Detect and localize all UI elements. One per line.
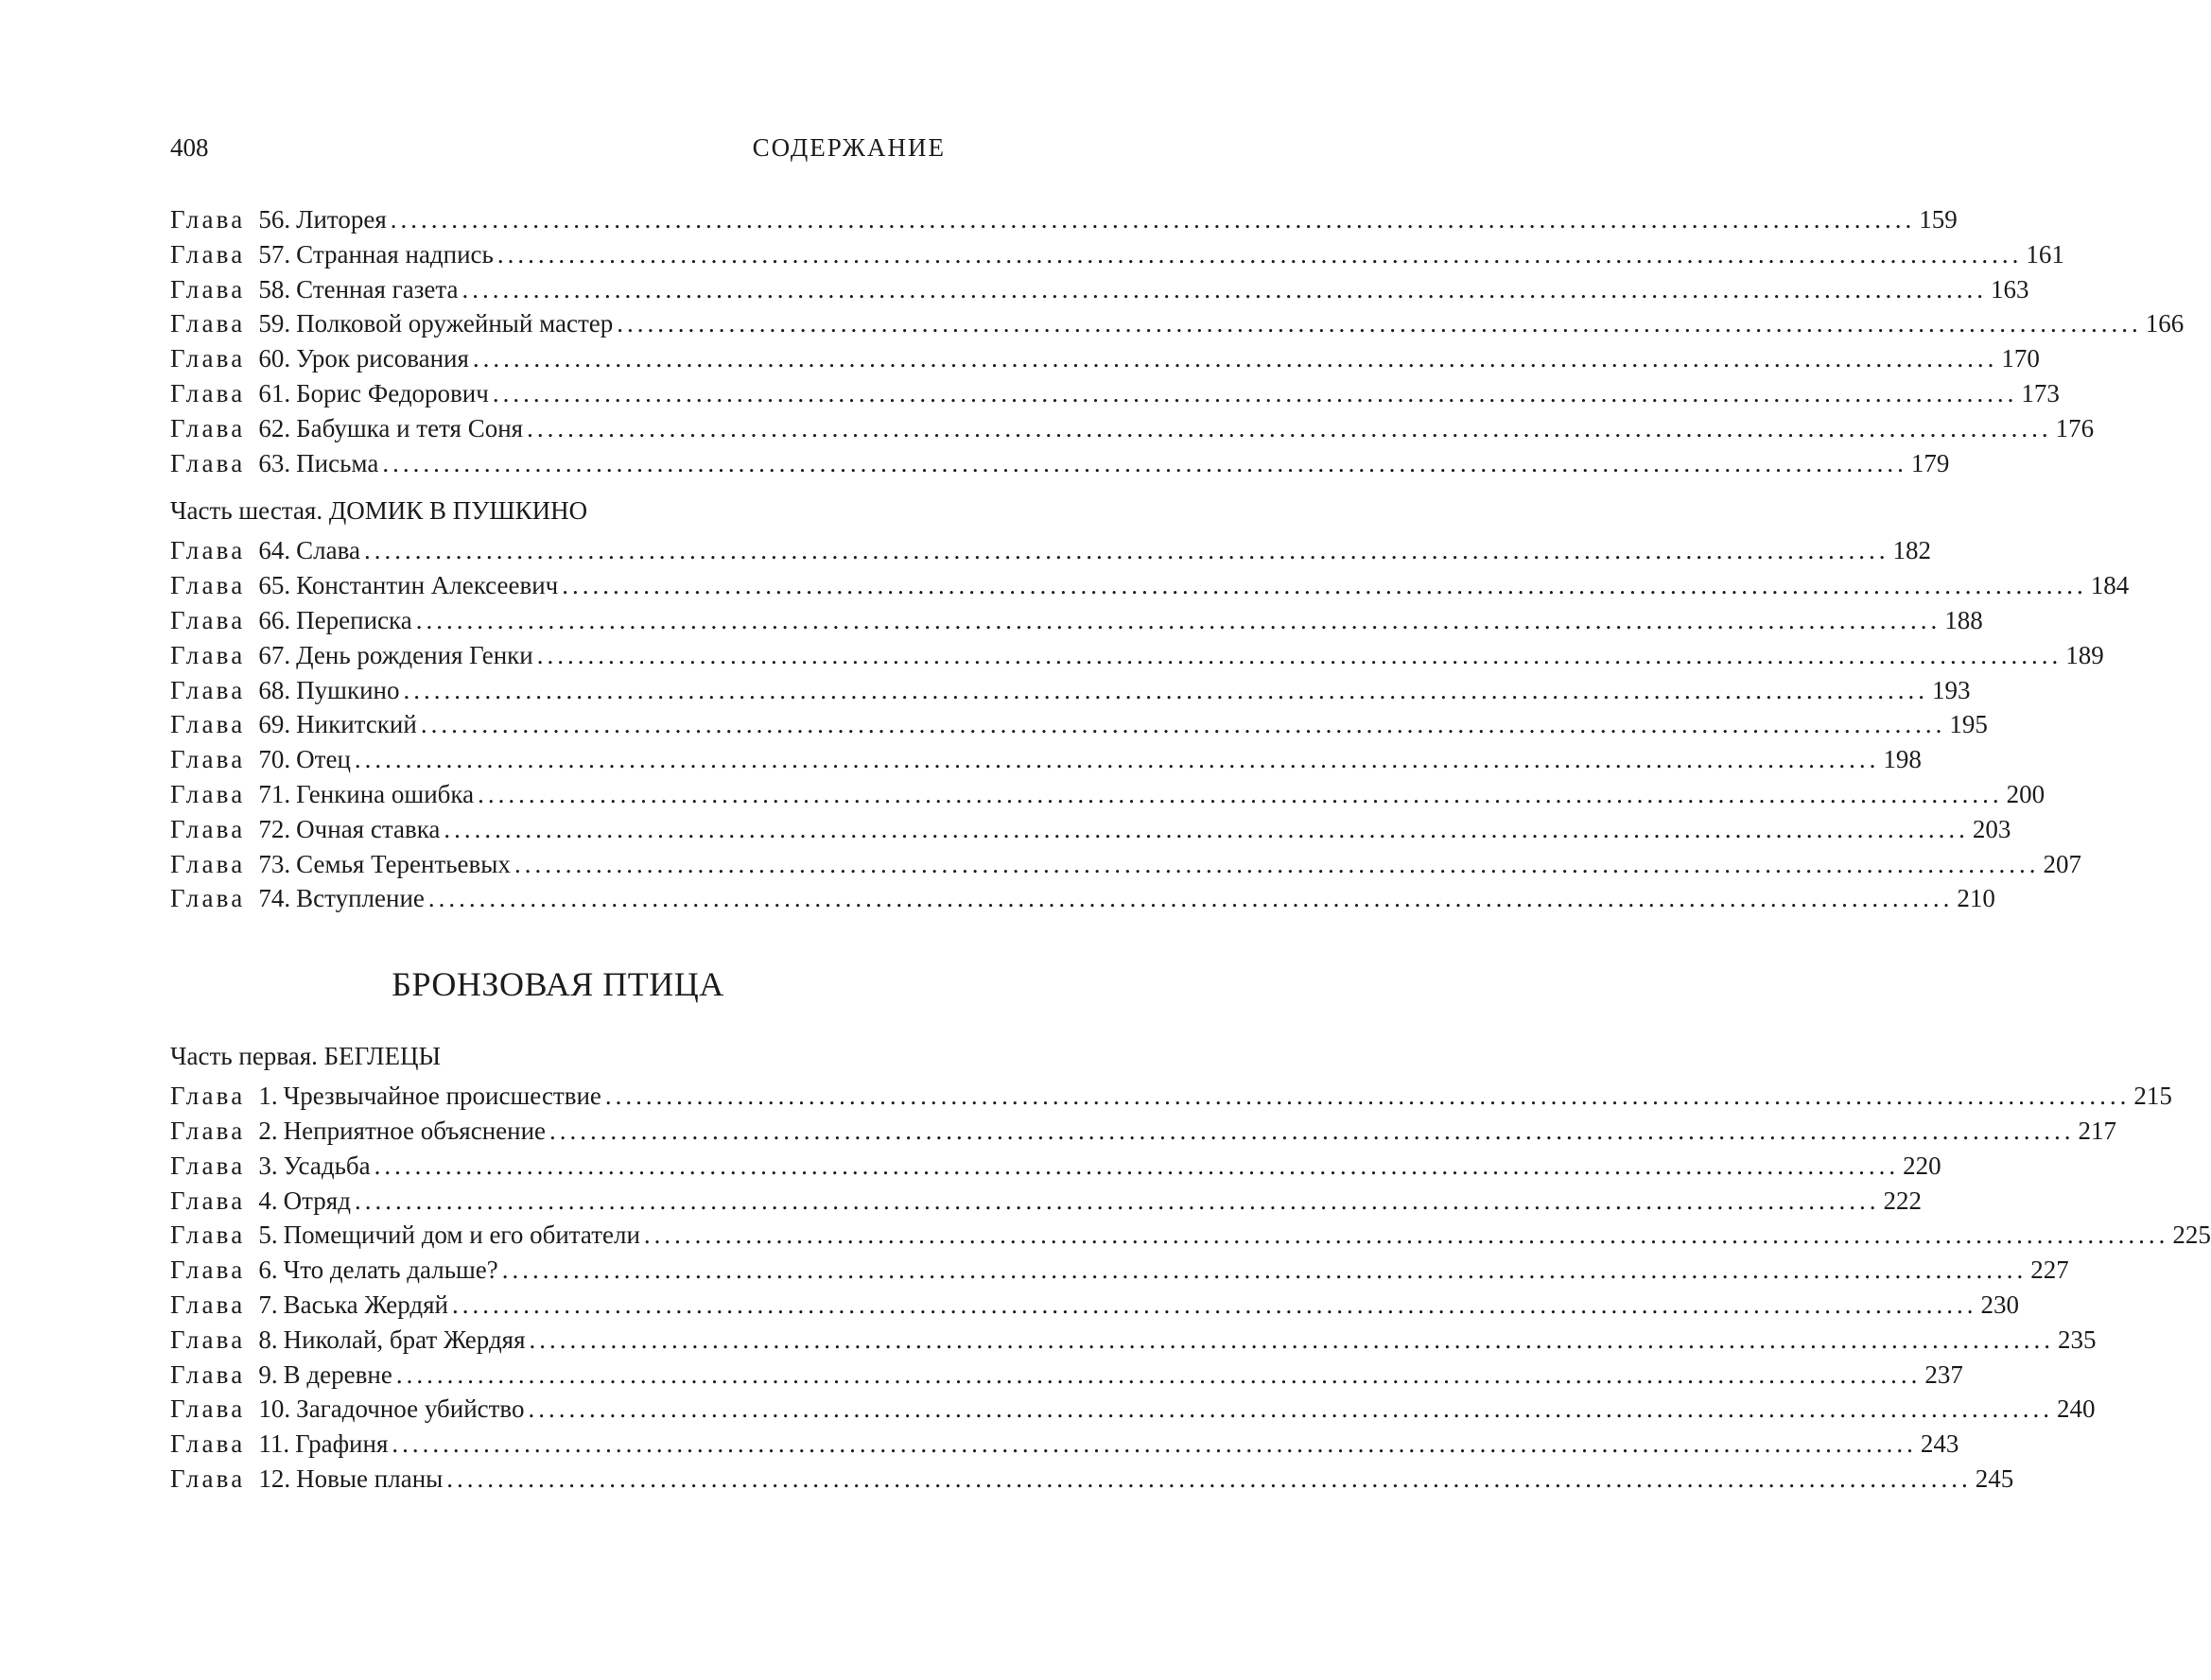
chapter-title: Литорея (296, 205, 387, 234)
toc-entry[interactable] (170, 1253, 2069, 1288)
chapter-label: Глава (170, 814, 246, 843)
dot-leader: ...................................................................................................................................................... (392, 1429, 1917, 1459)
chapter-title: Новые планы (296, 1464, 444, 1493)
chapter-number: 9. (258, 1360, 278, 1389)
chapter-number: 1. (258, 1082, 278, 1111)
page-ref: 203 (1972, 814, 2011, 843)
chapter-number: 74. (258, 884, 291, 913)
chapter-number: 59. (258, 309, 291, 338)
dot-leader: ...................................................................................................................................................... (529, 1325, 2055, 1354)
dot-leader: ...................................................................................................................................................... (415, 605, 1941, 634)
chapter-label: Глава (170, 710, 246, 739)
chapter-title: Пушкино (296, 675, 400, 704)
chapter-label: Глава (170, 205, 246, 234)
toc-entry[interactable] (170, 1358, 1963, 1393)
running-header (170, 130, 946, 165)
chapter-number: 63. (258, 448, 291, 477)
chapter-title: Графиня (295, 1429, 389, 1459)
chapter-label: Глава (170, 1325, 246, 1354)
page-ref: 217 (2078, 1116, 2117, 1145)
page-ref: 225 (2172, 1221, 2211, 1250)
page-ref: 243 (1920, 1429, 1959, 1459)
chapter-number: 11. (258, 1429, 290, 1459)
dot-leader: ...................................................................................................................................................... (395, 1360, 1922, 1389)
chapter-label: Глава (170, 448, 246, 477)
page-ref: 166 (2145, 309, 2185, 338)
chapter-title: Неприятное объяснение (283, 1116, 547, 1145)
toc-entry[interactable] (170, 742, 1922, 777)
chapter-title: Полковой оружейный мастер (296, 309, 614, 338)
toc-entry[interactable] (170, 1149, 1941, 1184)
dot-leader: ...................................................................................................................................................... (354, 1186, 1880, 1215)
toc-entry[interactable] (170, 306, 2185, 341)
chapter-label: Глава (170, 1290, 246, 1319)
chapter-label: Глава (170, 779, 246, 808)
chapter-number: 57. (258, 239, 291, 268)
dot-leader: ...................................................................................................................................................... (527, 413, 2052, 442)
page-ref: 161 (2026, 239, 2064, 268)
page-ref: 170 (2001, 344, 2040, 373)
chapter-title: В деревне (283, 1360, 392, 1389)
part-heading: Часть первая. БЕГЛЕЦЫ (170, 1042, 442, 1071)
chapter-label: Глава (170, 640, 246, 669)
chapter-label: Глава (170, 605, 246, 634)
chapter-title: Никитский (296, 710, 417, 739)
dot-leader: ...................................................................................................................................................... (403, 675, 1928, 704)
page-ref: 237 (1924, 1360, 1963, 1389)
chapter-title: Урок рисования (296, 344, 469, 373)
page-ref: 188 (1944, 605, 1983, 634)
toc-entry[interactable] (170, 376, 2060, 411)
toc-entry[interactable] (170, 707, 1988, 742)
toc-section-part-one (170, 1079, 2211, 1497)
toc-entry[interactable] (170, 1392, 2096, 1427)
chapter-label: Глава (170, 675, 246, 704)
chapter-title: Усадьба (283, 1151, 371, 1180)
dot-leader: ...................................................................................................................................................... (617, 309, 2142, 338)
chapter-title: Помещичий дом и его обитатели (283, 1221, 640, 1250)
chapter-number: 2. (258, 1116, 278, 1145)
chapter-title: Очная ставка (296, 814, 441, 843)
page-ref: 173 (2021, 378, 2060, 407)
dot-leader: ...................................................................................................................................................... (472, 344, 1998, 373)
chapter-label: Глава (170, 1464, 246, 1493)
toc-entry[interactable] (170, 603, 1983, 638)
toc-entry[interactable] (170, 272, 2029, 307)
chapter-number: 66. (258, 605, 291, 634)
dot-leader: ...................................................................................................................................................... (364, 536, 1889, 565)
chapter-title: Переписка (296, 605, 412, 634)
toc-entry[interactable] (170, 673, 1971, 708)
chapter-title: Вступление (296, 884, 425, 913)
chapter-number: 65. (258, 571, 291, 600)
page-ref: 227 (2030, 1256, 2069, 1285)
chapter-number: 64. (258, 536, 291, 565)
chapter-number: 5. (258, 1221, 278, 1250)
part-heading: Часть шестая. ДОМИК В ПУШКИНО (170, 496, 588, 526)
toc-entry[interactable] (170, 1114, 2117, 1149)
page-ref: 207 (2043, 849, 2081, 878)
chapter-number: 6. (258, 1256, 278, 1285)
dot-leader: ...................................................................................................................................................... (604, 1082, 2131, 1111)
chapter-number: 12. (258, 1464, 291, 1493)
chapter-title: Странная надпись (296, 239, 494, 268)
chapter-label: Глава (170, 1221, 246, 1250)
toc-entry[interactable] (170, 638, 2104, 673)
chapter-title: Слава (296, 536, 361, 565)
running-title: СОДЕРЖАНИЕ (752, 132, 946, 162)
page-ref: 215 (2133, 1082, 2172, 1111)
chapter-number: 72. (258, 814, 291, 843)
toc-entry[interactable] (170, 341, 2040, 376)
dot-leader: ...................................................................................................................................................... (478, 779, 2003, 808)
dot-leader: ...................................................................................................................................................... (562, 571, 2087, 600)
dot-leader: ...................................................................................................................................................... (446, 1464, 1972, 1493)
dot-leader: ...................................................................................................................................................... (420, 710, 1946, 739)
chapter-number: 10. (258, 1394, 291, 1424)
chapter-label: Глава (170, 413, 246, 442)
dot-leader: ...................................................................................................................................................... (492, 378, 2018, 407)
chapter-title: Загадочное убийство (296, 1394, 525, 1424)
chapter-label: Глава (170, 239, 246, 268)
chapter-title: Чрезвычайное происшествие (283, 1082, 601, 1111)
page-ref: 189 (2065, 640, 2104, 669)
chapter-number: 60. (258, 344, 291, 373)
chapter-label: Глава (170, 1151, 246, 1180)
page-ref: 222 (1883, 1186, 1922, 1215)
chapter-label: Глава (170, 309, 246, 338)
page-ref: 182 (1892, 536, 1932, 565)
chapter-label: Глава (170, 884, 246, 913)
chapter-label: Глава (170, 745, 246, 774)
chapter-title: Васька Жердяй (283, 1290, 448, 1319)
chapter-title: Что делать дальше? (283, 1256, 498, 1285)
toc-entry[interactable] (170, 1288, 2019, 1323)
chapter-title: Николай, брат Жердяя (283, 1325, 526, 1354)
toc-entry[interactable] (170, 568, 2130, 603)
chapter-number: 62. (258, 413, 291, 442)
toc-section-continued (170, 202, 2185, 480)
chapter-title: Генкина ошибка (296, 779, 475, 808)
page-ref: 220 (1903, 1151, 1941, 1180)
toc-entry[interactable] (170, 202, 1958, 237)
page-ref: 240 (2057, 1394, 2096, 1424)
chapter-number: 7. (258, 1290, 278, 1319)
chapter-title: Борис Федорович (296, 378, 489, 407)
dot-leader: ...................................................................................................................................................... (514, 849, 2040, 878)
dot-leader: ...................................................................................................................................................... (461, 274, 1987, 303)
toc-entry[interactable] (170, 1462, 2014, 1497)
page-ref: 200 (2006, 779, 2046, 808)
toc-entry[interactable] (170, 847, 2081, 882)
dot-leader: ...................................................................................................................................................... (643, 1221, 2169, 1250)
page-ref: 198 (1883, 745, 1922, 774)
chapter-title: Стенная газета (296, 274, 459, 303)
chapter-label: Глава (170, 274, 246, 303)
toc-entry[interactable] (170, 1218, 2211, 1253)
page-ref: 195 (1949, 710, 1988, 739)
page-ref: 210 (1957, 884, 1995, 913)
toc-entry[interactable] (170, 237, 2064, 272)
chapter-title: Константин Алексеевич (296, 571, 559, 600)
chapter-number: 58. (258, 274, 291, 303)
toc-entry[interactable] (170, 1079, 2172, 1114)
toc-entry[interactable] (170, 533, 1932, 568)
dot-leader: ...................................................................................................................................................... (374, 1151, 1900, 1180)
chapter-label: Глава (170, 571, 246, 600)
chapter-number: 73. (258, 849, 291, 878)
book-title: БРОНЗОВАЯ ПТИЦА (392, 965, 724, 1004)
page-ref: 235 (2058, 1325, 2097, 1354)
dot-leader: ...................................................................................................................................................... (382, 448, 1907, 477)
dot-leader: ...................................................................................................................................................... (549, 1116, 2075, 1145)
page-ref: 163 (1990, 274, 2029, 303)
dot-leader: ...................................................................................................................................................... (536, 640, 2063, 669)
dot-leader: ...................................................................................................................................................... (390, 205, 1916, 234)
toc-entry[interactable] (170, 777, 2046, 812)
chapter-title: Отряд (283, 1186, 351, 1215)
page-ref: 193 (1931, 675, 1971, 704)
page-ref: 176 (2055, 413, 2095, 442)
chapter-number: 4. (258, 1186, 278, 1215)
chapter-label: Глава (170, 849, 246, 878)
toc-entry[interactable] (170, 446, 1950, 481)
chapter-label: Глава (170, 1186, 246, 1215)
toc-entry[interactable] (170, 1184, 1922, 1219)
dot-leader: ...................................................................................................................................................... (496, 239, 2023, 268)
toc-entry[interactable] (170, 812, 2011, 847)
page-ref: 230 (1980, 1290, 2019, 1319)
chapter-number: 8. (258, 1325, 278, 1354)
dot-leader: ...................................................................................................................................................... (451, 1290, 1977, 1319)
page-ref: 245 (1975, 1464, 2014, 1493)
toc-entry[interactable] (170, 1427, 1959, 1462)
dot-leader: ...................................................................................................................................................... (354, 745, 1880, 774)
chapter-number: 67. (258, 640, 291, 669)
chapter-number: 68. (258, 675, 291, 704)
chapter-number: 69. (258, 710, 291, 739)
page-ref: 159 (1919, 205, 1958, 234)
page-ref: 179 (1910, 448, 1950, 477)
toc-entry[interactable] (170, 1323, 2097, 1358)
chapter-label: Глава (170, 344, 246, 373)
chapter-number: 61. (258, 378, 291, 407)
page-number: 408 (170, 132, 209, 162)
chapter-label: Глава (170, 1394, 246, 1424)
toc-section-part-six (170, 533, 2130, 916)
dot-leader: ...................................................................................................................................................... (427, 884, 1954, 913)
chapter-number: 56. (258, 205, 291, 234)
dot-leader: ...................................................................................................................................................... (501, 1256, 2028, 1285)
chapter-label: Глава (170, 1429, 246, 1459)
page-ref: 184 (2090, 571, 2130, 600)
dot-leader: ...................................................................................................................................................... (444, 814, 1969, 843)
toc-entry[interactable] (170, 881, 1995, 916)
dot-leader: ...................................................................................................................................................... (528, 1394, 2053, 1424)
chapter-title: День рождения Генки (296, 640, 533, 669)
chapter-label: Глава (170, 536, 246, 565)
chapter-number: 71. (258, 779, 291, 808)
chapter-label: Глава (170, 1256, 246, 1285)
chapter-label: Глава (170, 1360, 246, 1389)
chapter-title: Семья Терентьевых (296, 849, 511, 878)
chapter-title: Письма (296, 448, 379, 477)
table-of-contents (170, 202, 2211, 1497)
chapter-label: Глава (170, 1116, 246, 1145)
chapter-label: Глава (170, 378, 246, 407)
chapter-number: 3. (258, 1151, 278, 1180)
chapter-label: Глава (170, 1082, 246, 1111)
toc-entry[interactable] (170, 411, 2095, 446)
chapter-title: Бабушка и тетя Соня (296, 413, 524, 442)
chapter-title: Отец (296, 745, 351, 774)
chapter-number: 70. (258, 745, 291, 774)
